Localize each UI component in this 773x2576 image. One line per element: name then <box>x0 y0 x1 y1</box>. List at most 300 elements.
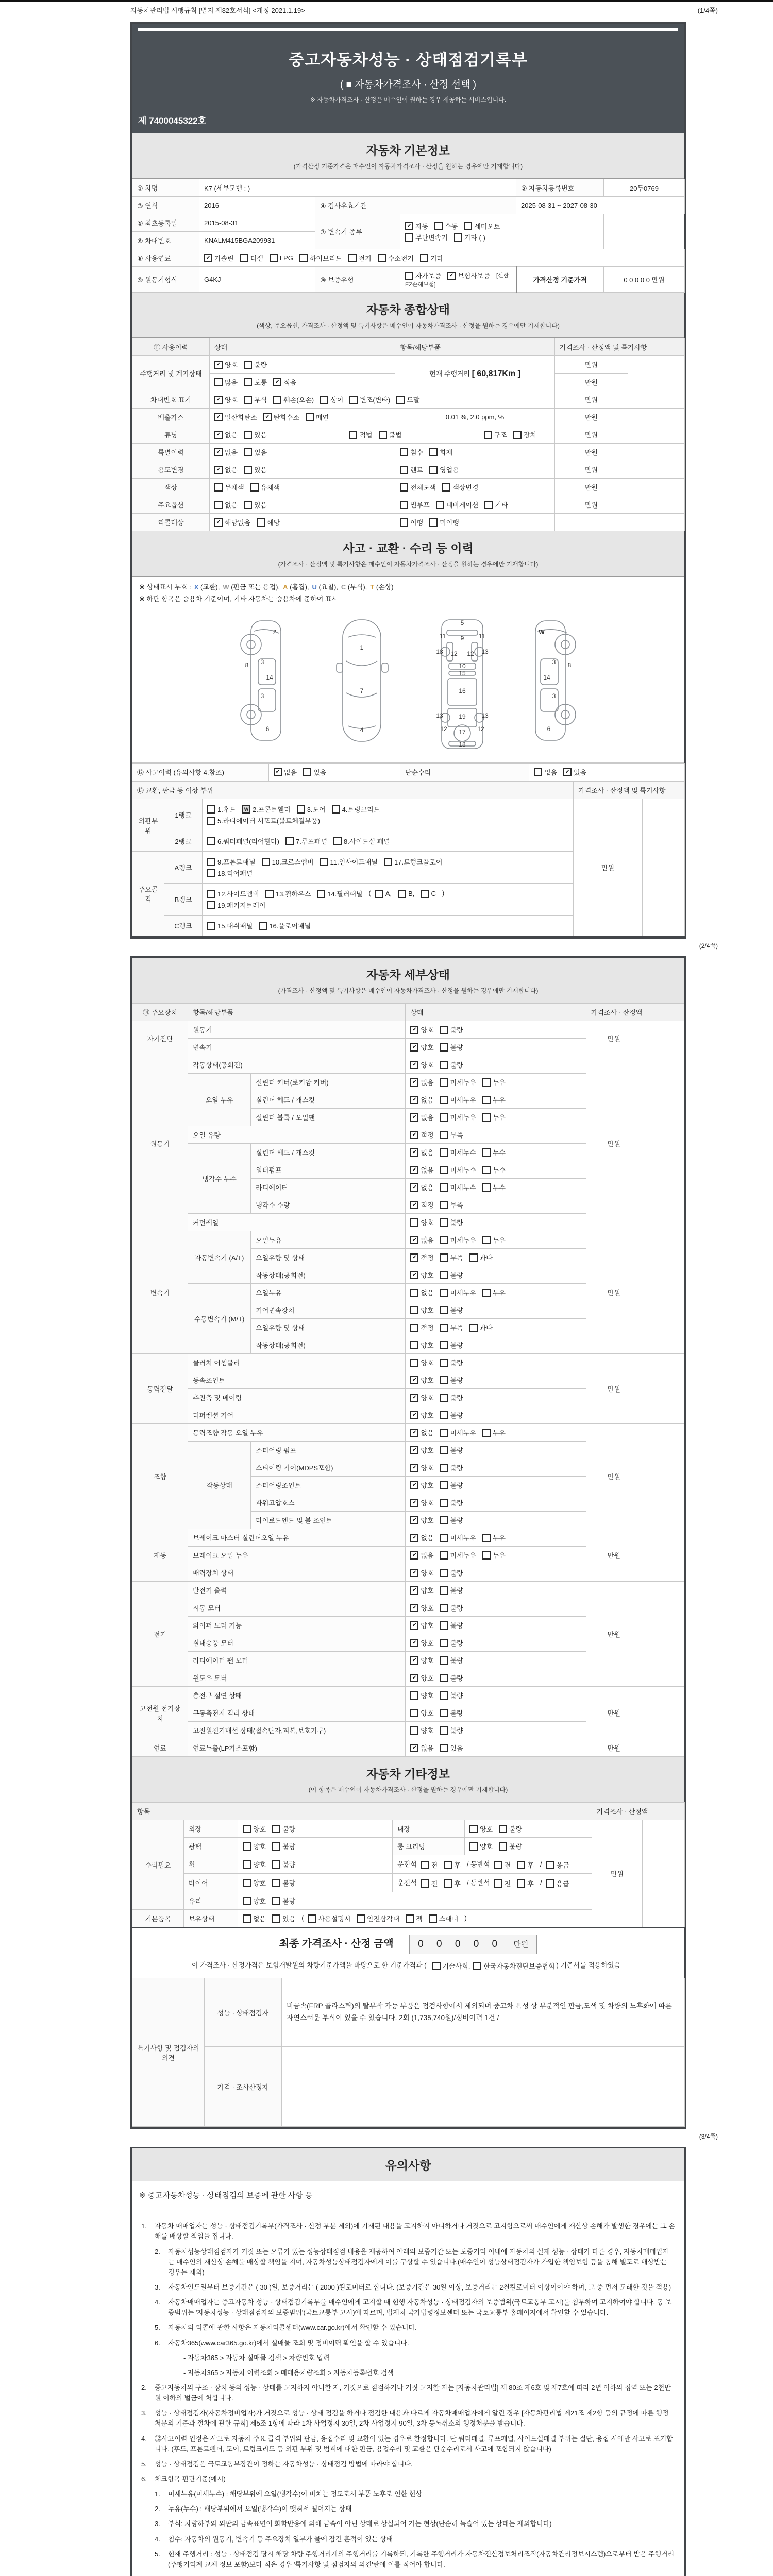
checkbox-box[interactable] <box>400 466 408 474</box>
checkbox-label: 불량 <box>450 1219 463 1227</box>
checkbox-box[interactable] <box>400 501 408 509</box>
checkbox-box[interactable] <box>432 1962 441 1970</box>
checkbox-box[interactable] <box>410 1341 418 1349</box>
checkbox-box[interactable] <box>482 1166 491 1174</box>
checkbox-box[interactable] <box>272 1879 280 1887</box>
checkbox-box[interactable] <box>513 431 522 439</box>
glass-label: 유리 <box>184 1892 238 1910</box>
checkbox-box[interactable] <box>440 1166 448 1174</box>
checkbox-box[interactable]: ✔ <box>410 1236 418 1244</box>
checkbox-box[interactable]: ✔ <box>410 1429 418 1437</box>
checkbox-box[interactable] <box>440 1551 448 1560</box>
checkbox-box[interactable] <box>546 1861 554 1869</box>
checkbox-box[interactable] <box>440 1726 448 1735</box>
sub-group-냉각수 누수: 냉각수 누수 <box>188 1144 251 1214</box>
checkbox-box[interactable] <box>440 1201 448 1209</box>
checkbox-box[interactable]: ✔ <box>410 1534 418 1542</box>
checkbox-box[interactable] <box>440 1429 448 1437</box>
checkbox-box[interactable] <box>440 1183 448 1192</box>
notice-item-number: 1. <box>155 2490 160 2498</box>
checkbox-box[interactable] <box>429 518 438 527</box>
final-note-prefix: 이 가격조사 · 산정가격은 보험개발원의 차량기준가액을 바탕으로 한 기준가격과 ( <box>191 1961 427 1970</box>
checkbox-label: 없음 <box>253 1915 266 1923</box>
item-오일유량 및 상태: 오일유량 및 상태 <box>251 1319 406 1336</box>
checkbox-box[interactable] <box>405 233 413 242</box>
item-배력장치 상태: 배력장치 상태 <box>188 1564 406 1582</box>
device-group-고전원 전기장치: 고전원 전기장치 <box>132 1687 188 1739</box>
checkbox-box[interactable]: ✔ <box>410 1656 418 1665</box>
checkbox-box[interactable]: ✔ <box>410 1253 418 1262</box>
item-오일누유: 오일누유 <box>251 1231 406 1249</box>
checkbox-box[interactable]: ✔ <box>410 1604 418 1612</box>
state-options <box>406 1634 586 1652</box>
checkbox-box[interactable] <box>494 1861 502 1869</box>
checkbox-box[interactable]: ✔ <box>214 413 223 421</box>
checkbox-box[interactable]: ✔ <box>447 272 456 280</box>
checkbox-option <box>405 270 441 280</box>
notice-item-number: 4. <box>141 2434 147 2443</box>
notice-item-text: 자동차 매매업자는 성능 · 상태점검기록부(가격조사 · 산정 부분 제외)에 기재된 내용을 고지하지 아니하거나 거짓으로 고지함으로써 매수인에게 재산상 손해가 발생한 경우에는 그 손해를 배상할 책임을 집니다. <box>155 2222 675 2241</box>
checkbox-box[interactable] <box>440 1359 448 1367</box>
checkbox-label: 색상변경 <box>452 484 479 492</box>
checkbox-box[interactable] <box>484 431 492 439</box>
checkbox-box[interactable] <box>421 1879 429 1888</box>
wheel-options <box>238 1855 393 1874</box>
device-price-cell: 만원 <box>586 1231 642 1354</box>
checkbox-box[interactable] <box>482 1183 491 1192</box>
checkbox-box[interactable] <box>379 431 387 439</box>
checkbox-box[interactable] <box>436 501 444 509</box>
checkbox-box[interactable]: ✔ <box>410 1516 418 1524</box>
checkbox-box[interactable] <box>440 1691 448 1700</box>
checkbox-box[interactable] <box>398 890 406 898</box>
checkbox-box[interactable] <box>420 254 428 262</box>
checkbox-box[interactable]: ✔ <box>214 361 223 369</box>
checkbox-box[interactable] <box>482 1551 491 1560</box>
checkbox-box[interactable] <box>482 1236 491 1244</box>
checkbox-box[interactable]: ✔ <box>410 1744 418 1752</box>
checkbox-box[interactable] <box>272 1825 280 1833</box>
checkbox-box[interactable]: ✔ <box>410 1499 418 1507</box>
checkbox-box[interactable] <box>440 1289 448 1297</box>
checkbox-box[interactable]: ✔ <box>410 1183 418 1192</box>
checkbox-box[interactable] <box>440 1534 448 1542</box>
checkbox-label: 불량 <box>450 1044 463 1052</box>
checkbox-box[interactable] <box>207 837 215 845</box>
checkbox-option <box>440 1182 476 1192</box>
checkbox-option <box>482 1147 506 1157</box>
checkbox-box[interactable] <box>410 1218 418 1227</box>
checkbox-box[interactable] <box>332 805 340 814</box>
checkbox-box[interactable] <box>410 1359 418 1367</box>
checkbox-option <box>400 500 430 510</box>
checkbox-box[interactable]: ✔ <box>214 396 223 404</box>
checkbox-label: 미세누유 <box>450 1096 476 1104</box>
state-options <box>406 1056 586 1074</box>
checkbox-option <box>410 1217 433 1227</box>
checkbox-box[interactable] <box>440 1341 448 1349</box>
checkbox-box[interactable] <box>243 1860 251 1869</box>
checkbox-box[interactable] <box>440 1218 448 1227</box>
checkbox-box[interactable] <box>306 413 314 421</box>
checkbox-box[interactable] <box>214 501 223 509</box>
checkbox-box[interactable] <box>240 254 248 262</box>
checkbox-box[interactable] <box>349 431 357 439</box>
legend-desc: (흠집), <box>288 583 309 591</box>
checkbox-box[interactable] <box>440 1376 448 1384</box>
svg-text:12: 12 <box>467 650 474 657</box>
checkbox-box[interactable] <box>440 1236 448 1244</box>
checkbox-label: 상이 <box>330 396 344 404</box>
checkbox-box[interactable] <box>378 254 386 262</box>
checkbox-label: 무단변속기 <box>415 234 448 242</box>
panel-rank-A랭크: A랭크 <box>164 852 203 884</box>
checkbox-box[interactable] <box>244 431 252 439</box>
checkbox-label: 불량 <box>450 1639 463 1647</box>
checkbox-box[interactable]: ✔ <box>214 518 223 527</box>
tuning-groups <box>214 430 550 439</box>
checkbox-box[interactable] <box>440 1148 448 1157</box>
checkbox-option <box>244 360 267 369</box>
checkbox-box[interactable] <box>272 1860 280 1869</box>
checkbox-label: 불량 <box>450 1359 463 1367</box>
notice-item <box>155 2534 675 2545</box>
checkbox-box[interactable] <box>243 1825 251 1833</box>
checkbox-box[interactable] <box>333 837 342 845</box>
svg-text:13: 13 <box>436 712 443 719</box>
checkbox-box[interactable]: ✔ <box>410 1043 418 1052</box>
checkbox-label: 없음 <box>225 431 238 439</box>
checkbox-box[interactable] <box>440 1639 448 1647</box>
checkbox-box[interactable] <box>262 858 270 866</box>
checkbox-box[interactable] <box>440 1674 448 1682</box>
checkbox-label: 전기 <box>358 255 372 262</box>
checkbox-box[interactable] <box>400 483 408 492</box>
checkbox-box[interactable] <box>440 1516 448 1524</box>
checkbox-box[interactable] <box>297 805 305 814</box>
checkbox-box[interactable]: ✔ <box>273 378 281 386</box>
legend-desc: (판금 또는 용접), <box>229 583 280 591</box>
checkbox-option <box>317 889 362 899</box>
checkbox-box[interactable] <box>244 396 252 404</box>
checkbox-box[interactable] <box>244 361 252 369</box>
state-options <box>406 1021 586 1039</box>
checkbox-label: 불량 <box>450 1499 463 1507</box>
checkbox-box[interactable] <box>400 448 408 456</box>
checkbox-box[interactable] <box>207 922 215 930</box>
checkbox-box[interactable] <box>243 1897 251 1905</box>
checkbox-box[interactable] <box>244 378 252 386</box>
checkbox-box[interactable] <box>440 1253 448 1262</box>
checkbox-box[interactable] <box>440 1464 448 1472</box>
checkbox-box[interactable]: ✔ <box>410 1201 418 1209</box>
note-cell <box>628 461 685 479</box>
checkbox-box[interactable] <box>440 1026 448 1034</box>
checkbox-box[interactable]: ✔ <box>410 1148 418 1157</box>
checkbox-box[interactable]: ✔ <box>410 1166 418 1174</box>
checkbox-option <box>482 1182 506 1192</box>
checkbox-label: 미이행 <box>440 519 459 527</box>
checkbox-box[interactable] <box>444 1861 452 1869</box>
checkbox-box[interactable] <box>214 378 223 386</box>
checkbox-box[interactable] <box>270 254 278 262</box>
checkbox-box[interactable] <box>244 448 252 456</box>
checkbox-box[interactable]: ✔ <box>410 1271 418 1279</box>
checkbox-option <box>469 1323 493 1332</box>
svg-text:12: 12 <box>450 650 458 657</box>
checkbox-box[interactable] <box>250 483 259 492</box>
checkbox-box[interactable] <box>546 1879 554 1888</box>
checkbox-box[interactable] <box>272 1914 280 1923</box>
checkbox-box[interactable] <box>406 1914 414 1923</box>
checkbox-box[interactable]: ✔ <box>214 431 223 439</box>
checkbox-box[interactable] <box>494 1879 502 1888</box>
simple-repair-options <box>529 764 685 781</box>
checkbox-label: 수소전기 <box>388 255 414 262</box>
checkbox-box[interactable]: ✔ <box>410 1674 418 1682</box>
checkbox-box[interactable]: ✔ <box>410 1586 418 1595</box>
svg-text:13: 13 <box>436 648 443 655</box>
checkbox-label: 불량 <box>450 1692 463 1700</box>
checkbox-box[interactable] <box>259 922 267 930</box>
checkbox-box[interactable] <box>440 1621 448 1630</box>
checkbox-box[interactable] <box>320 858 328 866</box>
state-options <box>406 1039 586 1056</box>
checkbox-box[interactable] <box>482 1289 491 1297</box>
checkbox-label: 있음 <box>282 1915 296 1923</box>
checkbox-box[interactable]: ✔ <box>563 768 572 776</box>
checkbox-box[interactable] <box>243 1879 251 1887</box>
checkbox-box[interactable] <box>440 1481 448 1489</box>
checkbox-option <box>378 253 414 263</box>
checkbox-label: 양호 <box>421 1359 434 1367</box>
exchange-label: ⑬ 교환, 판금 등 이상 부위 <box>132 782 574 799</box>
checkbox-box[interactable]: ✔ <box>410 1621 418 1630</box>
checkbox-box[interactable]: ✔ <box>410 1411 418 1419</box>
checkbox-box[interactable]: ✔ <box>410 1026 418 1034</box>
checkbox-box[interactable] <box>442 483 450 492</box>
checkbox-box[interactable] <box>429 466 438 474</box>
checkbox-box[interactable] <box>440 1709 448 1717</box>
checkbox-box[interactable]: ✔ <box>410 1061 418 1069</box>
notice-item <box>155 2549 675 2570</box>
checkbox-label: 부족 <box>450 1131 463 1139</box>
checkbox-box[interactable] <box>303 768 311 776</box>
checkbox-box[interactable] <box>499 1842 507 1851</box>
checkbox-label: 없음 <box>421 1149 434 1157</box>
checkbox-box[interactable] <box>348 254 357 262</box>
checkbox-label: 후 <box>454 1880 461 1888</box>
checkbox-box[interactable] <box>243 1914 251 1923</box>
checkbox-box[interactable] <box>464 222 472 230</box>
transmission-options-line1 <box>405 221 599 231</box>
checkbox-box[interactable] <box>469 1842 478 1851</box>
checkbox-option <box>410 1182 433 1192</box>
checkbox-box[interactable] <box>410 1289 418 1297</box>
checkbox-box[interactable] <box>410 1691 418 1700</box>
checkbox-box[interactable] <box>207 805 215 814</box>
checkbox-box[interactable] <box>440 1499 448 1507</box>
checkbox-box[interactable]: ✔ <box>410 1096 418 1104</box>
checkbox-box[interactable] <box>440 1394 448 1402</box>
checkbox-option <box>410 1042 433 1052</box>
device-price-cell: 만원 <box>586 1056 642 1231</box>
checkbox-box[interactable] <box>429 1914 437 1923</box>
checkbox-box[interactable] <box>482 1078 491 1087</box>
checkbox-box[interactable] <box>482 1113 491 1122</box>
checkbox-box[interactable] <box>440 1131 448 1139</box>
checkbox-box[interactable] <box>440 1411 448 1419</box>
checkbox-box[interactable] <box>317 890 325 898</box>
checkbox-box[interactable] <box>272 1897 280 1905</box>
checkbox-box[interactable] <box>444 1879 452 1888</box>
checkbox-box[interactable]: ✔ <box>405 222 413 230</box>
checkbox-box[interactable] <box>429 448 438 456</box>
checkbox-box[interactable] <box>440 1656 448 1665</box>
checkbox-box[interactable]: ✔ <box>410 1394 418 1402</box>
checkbox-box[interactable] <box>440 1271 448 1279</box>
checkbox-box[interactable]: ✔ <box>263 413 272 421</box>
checkbox-box[interactable] <box>469 1825 478 1833</box>
checkbox-box[interactable] <box>400 518 408 527</box>
checkbox-box[interactable] <box>410 1324 418 1332</box>
svg-text:12: 12 <box>477 725 484 733</box>
checkbox-box[interactable] <box>396 396 405 404</box>
checkbox-box[interactable] <box>440 1586 448 1595</box>
panel-option-line <box>207 816 568 825</box>
checkbox-option <box>440 1463 463 1472</box>
checkbox-box[interactable] <box>207 901 215 909</box>
checkbox-box[interactable] <box>434 222 443 230</box>
checkbox-box[interactable] <box>299 254 308 262</box>
checkbox-box[interactable] <box>214 483 223 492</box>
checkbox-box[interactable] <box>440 1604 448 1612</box>
notice-item-number: 3. <box>155 2283 160 2292</box>
checkbox-box[interactable] <box>285 837 294 845</box>
checkbox-label: 양호 <box>421 1499 434 1507</box>
checkbox-label: 기술사회, <box>442 1962 470 1971</box>
first-registration-label: ⑤ 최초등록일 <box>132 214 199 232</box>
checkbox-box[interactable] <box>410 1709 418 1717</box>
checkbox-box[interactable] <box>243 1842 251 1851</box>
checkbox-box[interactable] <box>473 1962 481 1970</box>
checkbox-box[interactable] <box>482 1148 491 1157</box>
device-price-cell: 만원 <box>586 1582 642 1687</box>
checkbox-option <box>410 1743 433 1753</box>
checkbox-box[interactable]: ✔ <box>274 768 282 776</box>
checkbox-box[interactable] <box>265 890 274 898</box>
checkbox-box[interactable] <box>440 1078 448 1087</box>
checkbox-box[interactable] <box>482 1534 491 1542</box>
checkbox-box[interactable] <box>517 1861 525 1869</box>
checkbox-box[interactable] <box>440 1324 448 1332</box>
checkbox-box[interactable] <box>440 1096 448 1104</box>
checkbox-box[interactable] <box>272 1842 280 1851</box>
checkbox-box[interactable] <box>405 272 413 280</box>
checkbox-option <box>440 1515 463 1525</box>
checkbox-box[interactable] <box>207 869 215 877</box>
checkbox-option <box>410 1708 433 1718</box>
checkbox-box[interactable] <box>257 518 265 527</box>
checkbox-box[interactable] <box>440 1446 448 1454</box>
checkbox-box[interactable] <box>440 1744 448 1752</box>
checkbox-option <box>244 430 267 439</box>
checkbox-box[interactable] <box>207 858 215 866</box>
checkbox-box[interactable]: W <box>242 805 250 814</box>
checkbox-option <box>440 1725 463 1735</box>
item-오일 유량: 오일 유량 <box>188 1126 406 1144</box>
checkbox-option <box>440 1095 476 1105</box>
checkbox-label: 19.패키지트레이 <box>217 902 266 909</box>
checkbox-box[interactable] <box>440 1061 448 1069</box>
checkbox-box[interactable] <box>499 1825 507 1833</box>
state-options <box>210 514 395 531</box>
checkbox-box[interactable]: ✔ <box>214 448 223 456</box>
checkbox-box[interactable] <box>207 890 215 898</box>
checkbox-box[interactable]: ✔ <box>214 466 223 474</box>
checkbox-box[interactable] <box>308 1914 316 1923</box>
checkbox-box[interactable]: ✔ <box>410 1639 418 1647</box>
checkbox-box[interactable] <box>484 501 493 509</box>
checkbox-option <box>243 1859 266 1869</box>
device-group-조향: 조향 <box>132 1424 188 1529</box>
checkbox-box[interactable] <box>421 1861 429 1869</box>
checkbox-box[interactable]: ✔ <box>410 1078 418 1087</box>
checkbox-box[interactable] <box>357 1914 365 1923</box>
checkbox-box[interactable] <box>440 1569 448 1577</box>
checkbox-box[interactable] <box>534 768 542 776</box>
checkbox-box[interactable] <box>440 1113 448 1122</box>
checkbox-box[interactable] <box>207 817 215 825</box>
checkbox-option <box>421 1878 438 1888</box>
notice-item-text: - 자동차365 > 자동차 이력조회 > 매매용차량조회 > 자동차등록번호 검색 <box>183 2368 394 2377</box>
checkbox-box[interactable] <box>440 1306 448 1314</box>
checkbox-box[interactable]: ✔ <box>410 1569 418 1577</box>
checkbox-label: 적법 <box>359 431 373 439</box>
checkbox-box[interactable]: ✔ <box>410 1481 418 1489</box>
checkbox-box[interactable] <box>410 1726 418 1735</box>
checkbox-box[interactable] <box>454 233 462 242</box>
checkbox-box[interactable]: ✔ <box>410 1131 418 1139</box>
svg-text:3: 3 <box>260 692 264 700</box>
checkbox-box[interactable] <box>349 396 358 404</box>
checkbox-box[interactable]: ✔ <box>410 1446 418 1454</box>
checkbox-box[interactable] <box>440 1043 448 1052</box>
checkbox-box[interactable] <box>421 890 429 898</box>
checkbox-box[interactable]: ✔ <box>410 1551 418 1560</box>
checkbox-box[interactable]: ✔ <box>410 1464 418 1472</box>
glass-options <box>238 1892 592 1910</box>
checkbox-box[interactable] <box>469 1253 478 1262</box>
checkbox-box[interactable] <box>482 1096 491 1104</box>
checkbox-box[interactable] <box>410 1306 418 1314</box>
checkbox-label: 응급 <box>556 1861 569 1870</box>
checkbox-box[interactable] <box>244 501 252 509</box>
checkbox-box[interactable]: ✔ <box>410 1113 418 1122</box>
checkbox-box[interactable] <box>517 1879 525 1888</box>
price-survey-service-note: ※ 자동차가격조사 · 산정은 매수인이 원하는 경우 제공하는 서비스입니다. <box>310 96 507 104</box>
checkbox-box[interactable] <box>244 466 252 474</box>
checkbox-box[interactable]: ✔ <box>410 1376 418 1384</box>
checkbox-box[interactable] <box>375 890 383 898</box>
checkbox-box[interactable] <box>384 858 392 866</box>
checkbox-box[interactable] <box>273 396 281 404</box>
panel-rank-options <box>203 916 574 936</box>
checkbox-box[interactable] <box>320 396 328 404</box>
checkbox-box[interactable] <box>469 1324 478 1332</box>
checkbox-box[interactable] <box>482 1429 491 1437</box>
checkbox-box[interactable]: ✔ <box>204 254 212 262</box>
